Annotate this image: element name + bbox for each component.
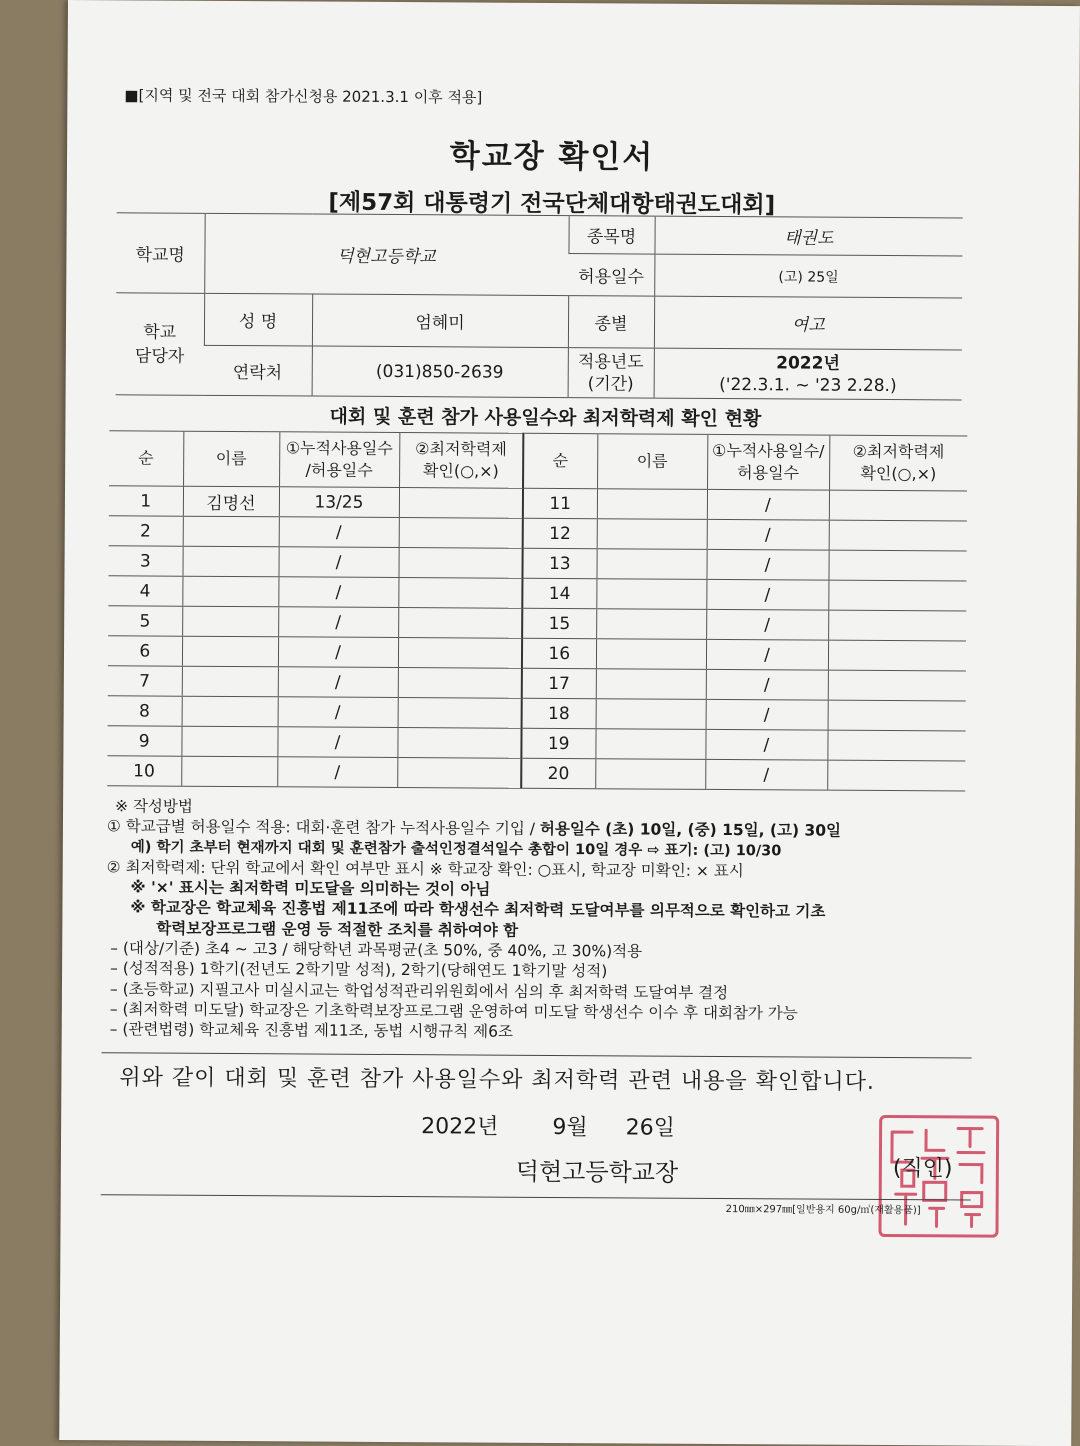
table-cell: /	[706, 639, 828, 670]
table-cell	[829, 490, 967, 521]
table-cell: 4	[108, 576, 182, 606]
col-header: 이름	[183, 431, 279, 487]
table-cell: 12	[523, 518, 597, 548]
note-4-cont: 학력보장프로그램 운영 등 적절한 조치를 취하여야 함	[156, 919, 519, 940]
detail-4: – (최저학력 미도달) 학교장은 기초학력보장프로그램 운영하여 미도달 학생선수 이수 후 대회참가 가능	[109, 1000, 798, 1023]
table-cell	[828, 550, 966, 581]
table-cell	[596, 699, 706, 730]
table-cell	[399, 488, 523, 519]
table-cell	[183, 516, 279, 547]
year-value: 2022년	[776, 352, 840, 374]
table-cell: /	[278, 697, 398, 728]
participation-table	[107, 430, 967, 791]
table-cell	[828, 700, 966, 731]
col-header: 순	[523, 433, 597, 488]
confirmation-statement: 위와 같이 대회 및 훈련 참가 사용일수와 최저학력 관련 내용을 확인합니다.	[119, 1065, 875, 1095]
table-cell	[829, 520, 967, 551]
table-cell: /	[278, 577, 398, 608]
info-table	[116, 212, 963, 400]
table-cell: /	[706, 609, 828, 640]
note-2: ② 최저학력제: 단위 학교에서 확인 여부만 표시 ※ 학교장 확인: ○표시, 학교장 미확인: × 표시	[106, 858, 744, 881]
table-cell: /	[707, 489, 829, 520]
table-cell: /	[707, 519, 829, 550]
table-cell: 1	[109, 486, 183, 516]
seal-label: (직인)	[892, 1156, 953, 1182]
table-cell	[827, 760, 965, 791]
table-cell	[827, 730, 965, 761]
document-page	[59, 0, 1080, 1446]
note-1-example: 예) 학기 초부터 현재까지 대회 및 훈련참가 출석인정결석일수 총합이 10일 경우 ⇨ 표기: (고) 10/30	[130, 838, 782, 859]
table-cell: 15	[522, 608, 596, 638]
detail-1: – (대상/기준) 초4 ~ 고3 / 해당학년 과목평균(초 50%, 중 40%, 고 30%)적용	[110, 939, 643, 961]
table-cell	[181, 726, 277, 757]
table-cell: /	[706, 579, 828, 610]
note-3: ※ '×' 표시는 최저학력 미도달을 의미하는 것이 아님	[130, 878, 491, 899]
table-cell	[182, 606, 278, 637]
table-cell	[597, 489, 707, 520]
category-label: 종별	[568, 296, 654, 349]
event-label: 종목명	[568, 216, 654, 255]
divider	[101, 1194, 971, 1200]
allowed-days-label: 허용일수	[568, 254, 654, 297]
table-cell	[597, 519, 707, 550]
category-value: 여고	[654, 296, 962, 350]
table-cell: 14	[522, 578, 596, 608]
table-cell	[397, 728, 521, 759]
period-value: ('22.3.1. ~ '23 2.28.)	[719, 374, 897, 396]
note-1-bold: 허용일수 (초) 10일, (중) 15일, (고) 30일	[539, 820, 842, 841]
table-cell: 3	[108, 546, 182, 576]
table-cell: 16	[522, 638, 596, 668]
date-day: 26일	[625, 1115, 675, 1141]
table-cell	[398, 578, 522, 609]
table-cell	[828, 610, 966, 641]
contact-label: 연락처	[204, 345, 312, 396]
table-cell: /	[277, 727, 397, 758]
table-cell	[398, 638, 522, 669]
table-cell	[398, 668, 522, 699]
table-cell	[828, 640, 966, 671]
table-cell: 5	[108, 606, 182, 636]
year-cell	[654, 348, 962, 400]
table-cell	[182, 576, 278, 607]
table-cell: 10	[107, 756, 181, 786]
table-cell	[182, 666, 278, 697]
table-cell	[596, 579, 706, 610]
detail-5: – (관련법령) 학교체육 진흥법 제11조, 동법 시행규칙 제6조	[109, 1020, 514, 1042]
section-title: 대회 및 훈련 참가 사용일수와 최저학력제 확인 현황	[329, 405, 762, 431]
detail-2: – (성적적용) 1학기(전년도 2학기말 성적), 2학기(당해연도 1학기말 성적)	[110, 959, 608, 981]
issue-date	[421, 1109, 675, 1142]
document-title: 학교장 확인서	[449, 138, 655, 176]
table-cell: /	[705, 729, 827, 760]
table-cell	[399, 518, 523, 549]
manager-label: 학교 담당자	[116, 293, 205, 396]
table-cell: /	[278, 667, 398, 698]
competition-name: [제57회 대통령기 전국단체대항태권도대회]	[328, 189, 776, 219]
table-cell	[398, 608, 522, 639]
table-cell: 9	[107, 726, 181, 756]
table-cell: /	[706, 669, 828, 700]
col-header: ②최저학력제 확인(○,×)	[829, 435, 967, 491]
school-label: 학교명	[116, 213, 204, 294]
table-cell	[398, 548, 522, 579]
col-header: ②최저학력제 확인(○,×)	[399, 433, 523, 489]
table-cell: 11	[523, 488, 597, 518]
table-cell	[595, 759, 705, 790]
table-cell: 2	[109, 516, 183, 546]
table-cell: 19	[521, 728, 595, 758]
table-cell: /	[278, 547, 398, 578]
table-cell	[595, 729, 705, 760]
date-year: 2022년	[421, 1114, 499, 1140]
paper-size-note: 210㎜×297㎜[일반용지 60g/㎡(재활용품)]	[725, 1204, 921, 1217]
contact-value: (031)850-2639	[312, 346, 568, 398]
table-cell	[397, 758, 521, 789]
date-month: 9월	[552, 1114, 588, 1141]
table-cell	[828, 670, 966, 701]
table-cell: 13	[522, 548, 596, 578]
table-cell: /	[278, 607, 398, 638]
year-label: 적용년도 (기간)	[568, 348, 654, 399]
col-header: 이름	[597, 434, 707, 490]
table-cell: /	[705, 759, 827, 790]
table-cell: 7	[108, 666, 182, 696]
table-cell	[182, 696, 278, 727]
col-header: ①누적사용일수 /허용일수	[279, 432, 399, 488]
table-cell: 13/25	[279, 487, 399, 518]
table-cell	[596, 669, 706, 700]
table-cell: 김명선	[183, 486, 279, 517]
table-cell: 6	[108, 636, 182, 666]
table-cell	[182, 636, 278, 667]
table-cell	[182, 546, 278, 577]
table-cell: /	[277, 757, 397, 788]
principal-signature: 덕현고등학교장	[515, 1157, 679, 1187]
table-cell	[181, 756, 277, 787]
form-note: ■[지역 및 전국 대회 참가신청용 2021.3.1 이후 적용]	[124, 86, 483, 107]
table-cell	[596, 639, 706, 670]
table-cell	[596, 609, 706, 640]
col-header: ①누적사용일수/ 허용일수	[707, 434, 829, 490]
table-cell: /	[706, 699, 828, 730]
table-header-row	[109, 431, 967, 491]
name-label: 성 명	[204, 293, 312, 346]
note-1-text: ① 학교급별 허용일수 적용: 대회·훈련 참가 누적사용일수 기입 /	[106, 817, 540, 839]
table-cell: 8	[108, 696, 182, 726]
table-cell: 20	[521, 758, 595, 788]
allowed-days-value: (고) 25일	[654, 254, 962, 298]
notes-heading: ※ 작성방법	[115, 797, 193, 816]
table-cell	[398, 698, 522, 729]
instructions	[106, 796, 987, 1045]
table-row	[107, 756, 965, 791]
table-cell: 18	[522, 698, 596, 728]
detail-3: – (초등학교) 지필고사 미실시교는 학업성적관리위원회에서 심의 후 최저학력 도달여부 결정	[109, 979, 729, 1002]
divider	[102, 1052, 972, 1058]
school-value: 덕현고등학교	[204, 213, 568, 295]
note-4: ※ 학교장은 학교체육 진흥법 제11조에 따라 학생선수 최저학력 도달여부를 의무적으로 확인하고 기초	[130, 898, 826, 922]
name-value: 엄혜미	[312, 294, 568, 348]
event-value: 태권도	[654, 216, 962, 256]
table-cell: /	[706, 549, 828, 580]
col-header: 순	[109, 431, 183, 486]
table-cell	[596, 549, 706, 580]
table-cell: /	[279, 517, 399, 548]
table-cell	[828, 580, 966, 611]
table-cell: /	[278, 637, 398, 668]
table-cell: 17	[522, 668, 596, 698]
